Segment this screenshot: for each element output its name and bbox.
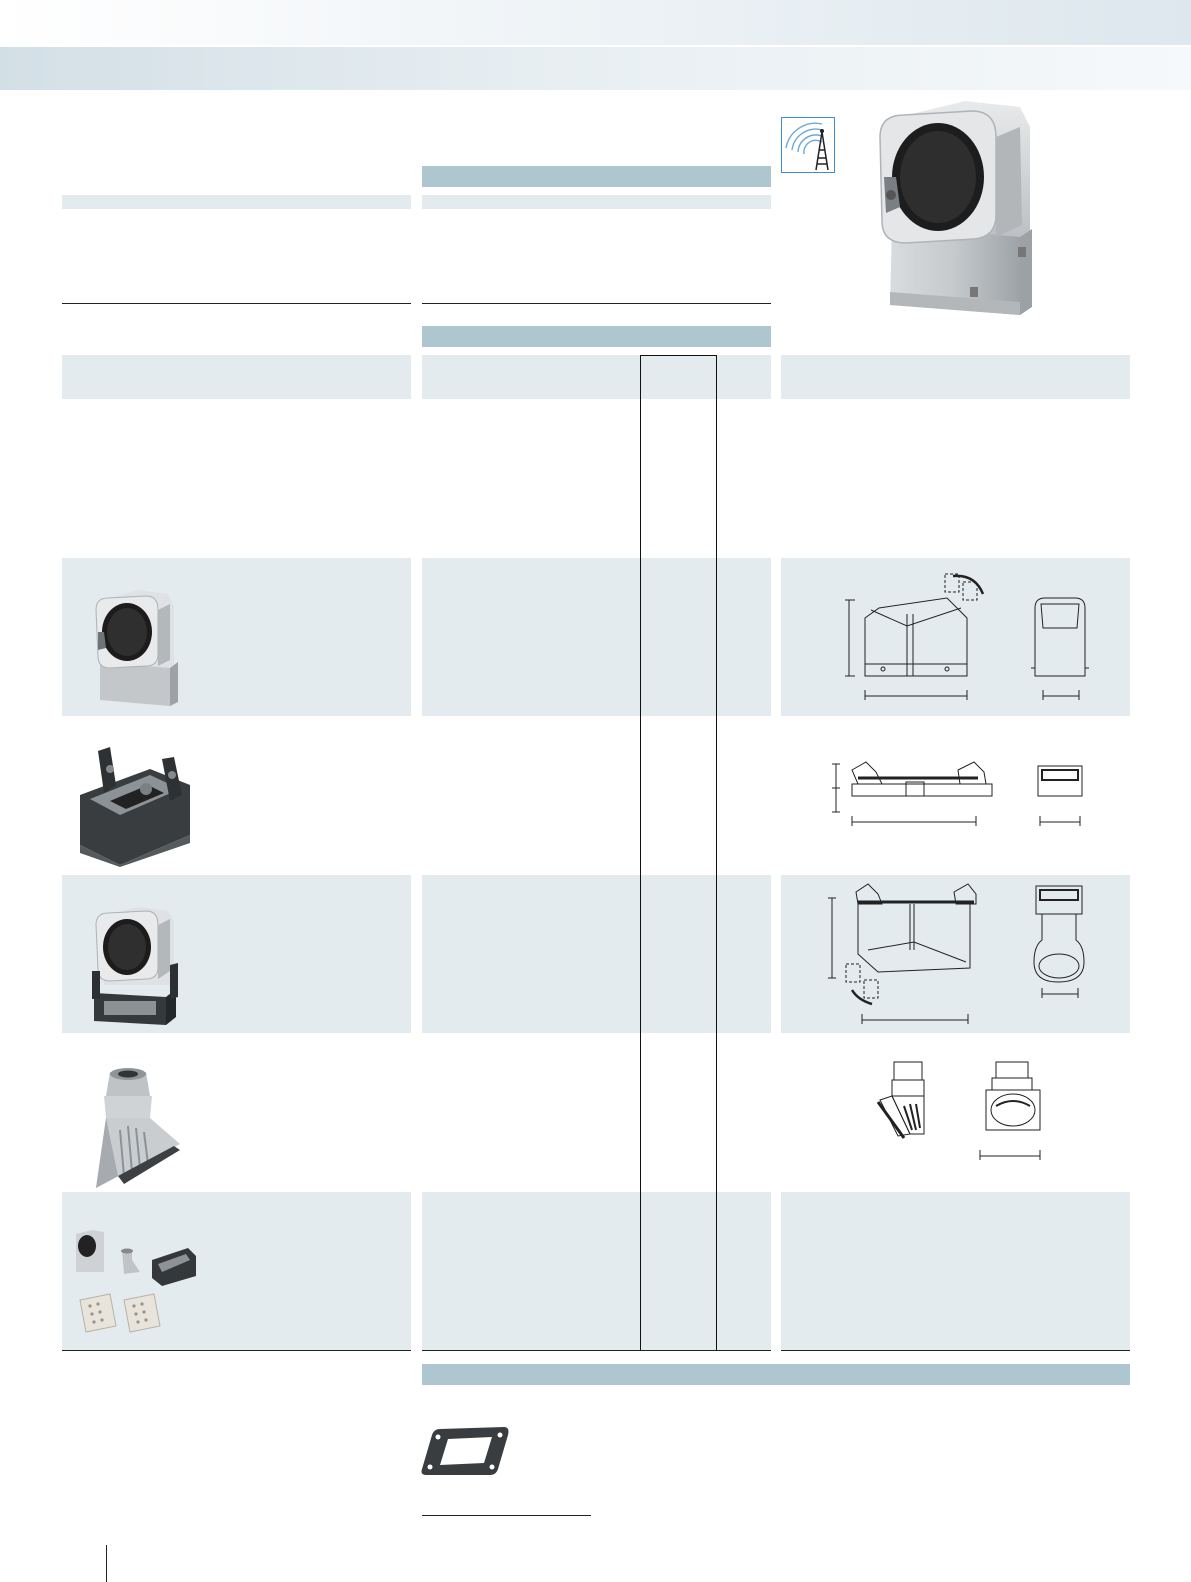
mid-section-bar-2: [422, 326, 771, 347]
mid-section-bar-1: [422, 166, 771, 187]
radio-tower-icon: [781, 117, 835, 173]
page-margin-line: [106, 1545, 107, 1582]
mid-box-left: [640, 355, 641, 1350]
right-row-kit: [781, 1192, 1130, 1350]
mid-table-rule: [422, 1350, 771, 1351]
mid-box-top: [640, 355, 717, 356]
adapter-dimension-drawing: [860, 1056, 1060, 1168]
mid-row-kit: [422, 1192, 771, 1350]
hood-main-photo: [870, 97, 1050, 329]
mid-intro-rule: [422, 303, 771, 304]
accessories-section-bar: [422, 1364, 1130, 1385]
mid-row-hood-base: [422, 875, 771, 1033]
mid-intro-bar: [422, 195, 771, 209]
mid-box-right: [716, 355, 717, 1350]
left-table-header: [62, 355, 411, 399]
hood-top-entry-photo: [90, 588, 180, 710]
hood-base-dimension-drawing: [828, 880, 1100, 1028]
header-title-band: [0, 45, 1191, 90]
cable-gland-adapter-photo: [88, 1066, 184, 1190]
gasket-photo: [420, 1425, 510, 1477]
kit-components-photo: [70, 1220, 210, 1344]
housing-base-photo: [70, 745, 194, 867]
right-table-header: [781, 355, 1130, 399]
mid-table-header: [422, 355, 771, 399]
header-top-band: [0, 0, 1191, 45]
right-table-rule: [781, 1350, 1130, 1351]
left-intro-rule: [62, 303, 411, 304]
hood-with-base-photo: [90, 905, 180, 1027]
hood-dimension-drawing: [835, 568, 1100, 708]
base-dimension-drawing: [828, 752, 1100, 830]
left-intro-bar: [62, 195, 411, 209]
footnote-rule: [422, 1515, 591, 1516]
left-table-rule: [62, 1350, 411, 1351]
mid-row-hood: [422, 558, 771, 716]
